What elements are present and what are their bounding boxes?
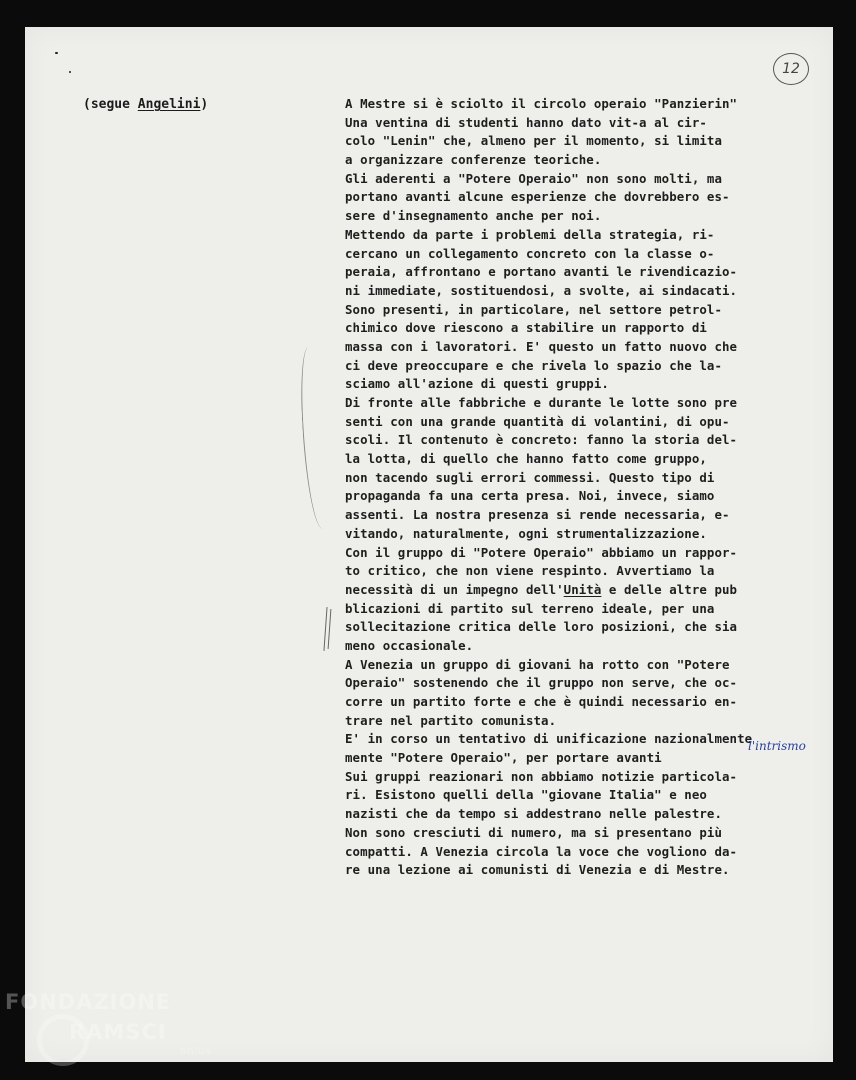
text-segment: massa con i lavoratori. E' questo un fatto nuovo che [345, 338, 738, 354]
text-segment: cercano un collegamento concreto con la classe o- [345, 245, 715, 261]
text-segment: ci deve preoccupare e che rivela lo spazio che la- [345, 357, 722, 373]
pencil-margin-mark [298, 346, 332, 529]
text-segment: senti con una grande quantità di volantini, di opu- [345, 413, 730, 429]
text-line [345, 674, 833, 693]
text-segment: re una lezione ai comunisti di Venezia e di Mestre. [345, 862, 730, 878]
text-line [345, 319, 833, 338]
text-segment: trare nel partito comunista. [345, 712, 557, 728]
text-line [345, 786, 833, 805]
document-page [25, 27, 833, 1062]
text-line [345, 188, 833, 207]
text-segment: sere d'insegnamento anche per noi. [345, 208, 602, 224]
text-line [345, 394, 833, 413]
text-segment: colo "Lenin" che, almeno per il momento, si limita [345, 133, 722, 149]
text-line [345, 338, 833, 357]
text-line [345, 618, 833, 637]
page-number-circle [773, 53, 809, 85]
text-line [345, 562, 833, 581]
margin-note-prefix: (segue [83, 97, 138, 112]
text-segment: peraia, affrontano e portano avanti le rivendicazio- [345, 264, 738, 280]
text-line [345, 375, 833, 394]
text-line [345, 843, 833, 862]
text-line [345, 768, 833, 787]
text-line [345, 95, 833, 114]
text-segment: E' in corso un tentativo di unificazione nazionalmente [345, 731, 753, 747]
text-line [345, 114, 833, 133]
text-line [345, 245, 833, 264]
page-number: 12 [782, 61, 800, 77]
text-segment: assenti. La nostra presenza si rende necessaria, e- [345, 507, 730, 523]
text-segment: compatti. A Venezia circola la voce che vogliono da- [345, 843, 738, 859]
text-line [345, 656, 833, 675]
text-segment: blicazioni di partito sul terreno ideale, per una [345, 600, 715, 616]
text-segment: Sui gruppi reazionari non abbiamo notizie particola- [345, 768, 738, 784]
text-line [345, 600, 833, 619]
text-line [345, 581, 833, 600]
text-segment: A Venezia un gruppo di giovani ha rotto con "Potere [345, 656, 730, 672]
text-segment: portano avanti alcune esperienze che dovrebbero es- [345, 189, 730, 205]
margin-note [83, 97, 208, 112]
text-segment: corre un partito forte e che è quindi necessario en- [345, 694, 738, 709]
text-segment: nazisti che da tempo si addestrano nelle palestre. [345, 806, 722, 822]
text-line [345, 824, 833, 843]
text-segment: mente "Potere Operaio", per portare avanti [345, 750, 670, 766]
fondazione-gramsci-watermark [5, 990, 212, 1057]
text-segment: Non sono cresciuti di numero, ma si presentano più [345, 824, 722, 840]
text-segment: a organizzare conferenze teoriche. [345, 152, 602, 168]
text-line [345, 357, 833, 376]
text-segment: scoli. Il contenuto è concreto: fanno la storia del- [345, 432, 738, 448]
text-segment: A Mestre si è sciolto il circolo operaio "Panzierin" [345, 96, 738, 111]
text-line [345, 301, 833, 320]
text-line [345, 282, 833, 301]
paper-speck [55, 52, 58, 54]
text-segment: propaganda fa una certa presa. Noi, invece, siamo [345, 488, 715, 504]
text-segment: sciamo all'azione di questi gruppi. [345, 376, 609, 392]
text-segment: e delle altre pub [601, 581, 738, 597]
watermark-suffix: onlus [180, 1046, 212, 1057]
text-line [345, 469, 833, 488]
text-segment: Con il gruppo di "Potere Operaio" abbiamo un rappor- [345, 544, 738, 560]
text-segment: chimico dove riescono a stabilire un rapporto di [345, 320, 707, 336]
text-line [345, 506, 833, 525]
typed-text-body [345, 95, 833, 880]
text-line [345, 151, 833, 170]
margin-note-suffix: ) [200, 97, 209, 112]
text-line [345, 487, 833, 506]
paper-speck [69, 71, 71, 73]
text-line [345, 226, 833, 245]
text-segment: necessità di un impegno dell' [345, 581, 564, 597]
text-segment: to critico, che non viene respinto. Avvertiamo la [345, 563, 715, 579]
text-segment: vitando, naturalmente, ogni strumentalizzazione. [345, 525, 707, 541]
watermark-line1: FONDAZIONE [5, 990, 172, 1014]
pencil-margin-mark [328, 609, 332, 649]
text-line [345, 132, 833, 151]
text-segment: Mettendo da parte i problemi della strategia, ri- [345, 226, 715, 242]
text-line [345, 431, 833, 450]
text-segment: ni immediate, sostituendosi, a svolte, ai sindacati. [345, 282, 738, 298]
underlined-title: Unità [563, 581, 602, 597]
text-segment: non tacendo sugli errori commessi. Questo tipo di [345, 469, 715, 485]
text-line [345, 207, 833, 226]
text-segment: la lotta, di quello che hanno fatto come gruppo, [345, 451, 707, 467]
text-segment: Una ventina di studenti hanno dato vit-a al cir- [345, 114, 707, 130]
text-line [345, 637, 833, 656]
handwritten-note: l'intrismo [748, 739, 806, 753]
text-line [345, 861, 833, 880]
text-line [345, 170, 833, 189]
text-line [345, 805, 833, 824]
text-line [345, 263, 833, 282]
speaker-name: Angelini [137, 97, 201, 112]
text-segment: meno occasionale. [345, 637, 474, 653]
watermark-line2: RAMSCI [69, 1020, 167, 1044]
text-line [345, 544, 833, 563]
text-segment: Sono presenti, in particolare, nel settore petrol- [345, 301, 722, 317]
text-line [345, 693, 833, 712]
text-segment: ri. Esistono quelli della "giovane Italia" e neo [345, 787, 707, 803]
text-line [345, 450, 833, 469]
text-segment: Gli aderenti a "Potere Operaio" non sono molti, ma [345, 170, 722, 186]
text-segment: Di fronte alle fabbriche e durante le lotte sono pre [345, 395, 738, 410]
text-segment: Operaio" sostenendo che il gruppo non serve, che oc- [345, 675, 738, 691]
text-line [345, 712, 833, 731]
text-line [345, 413, 833, 432]
text-line [345, 525, 833, 544]
text-segment: sollecitazione critica delle loro posizioni, che sia [345, 619, 738, 635]
